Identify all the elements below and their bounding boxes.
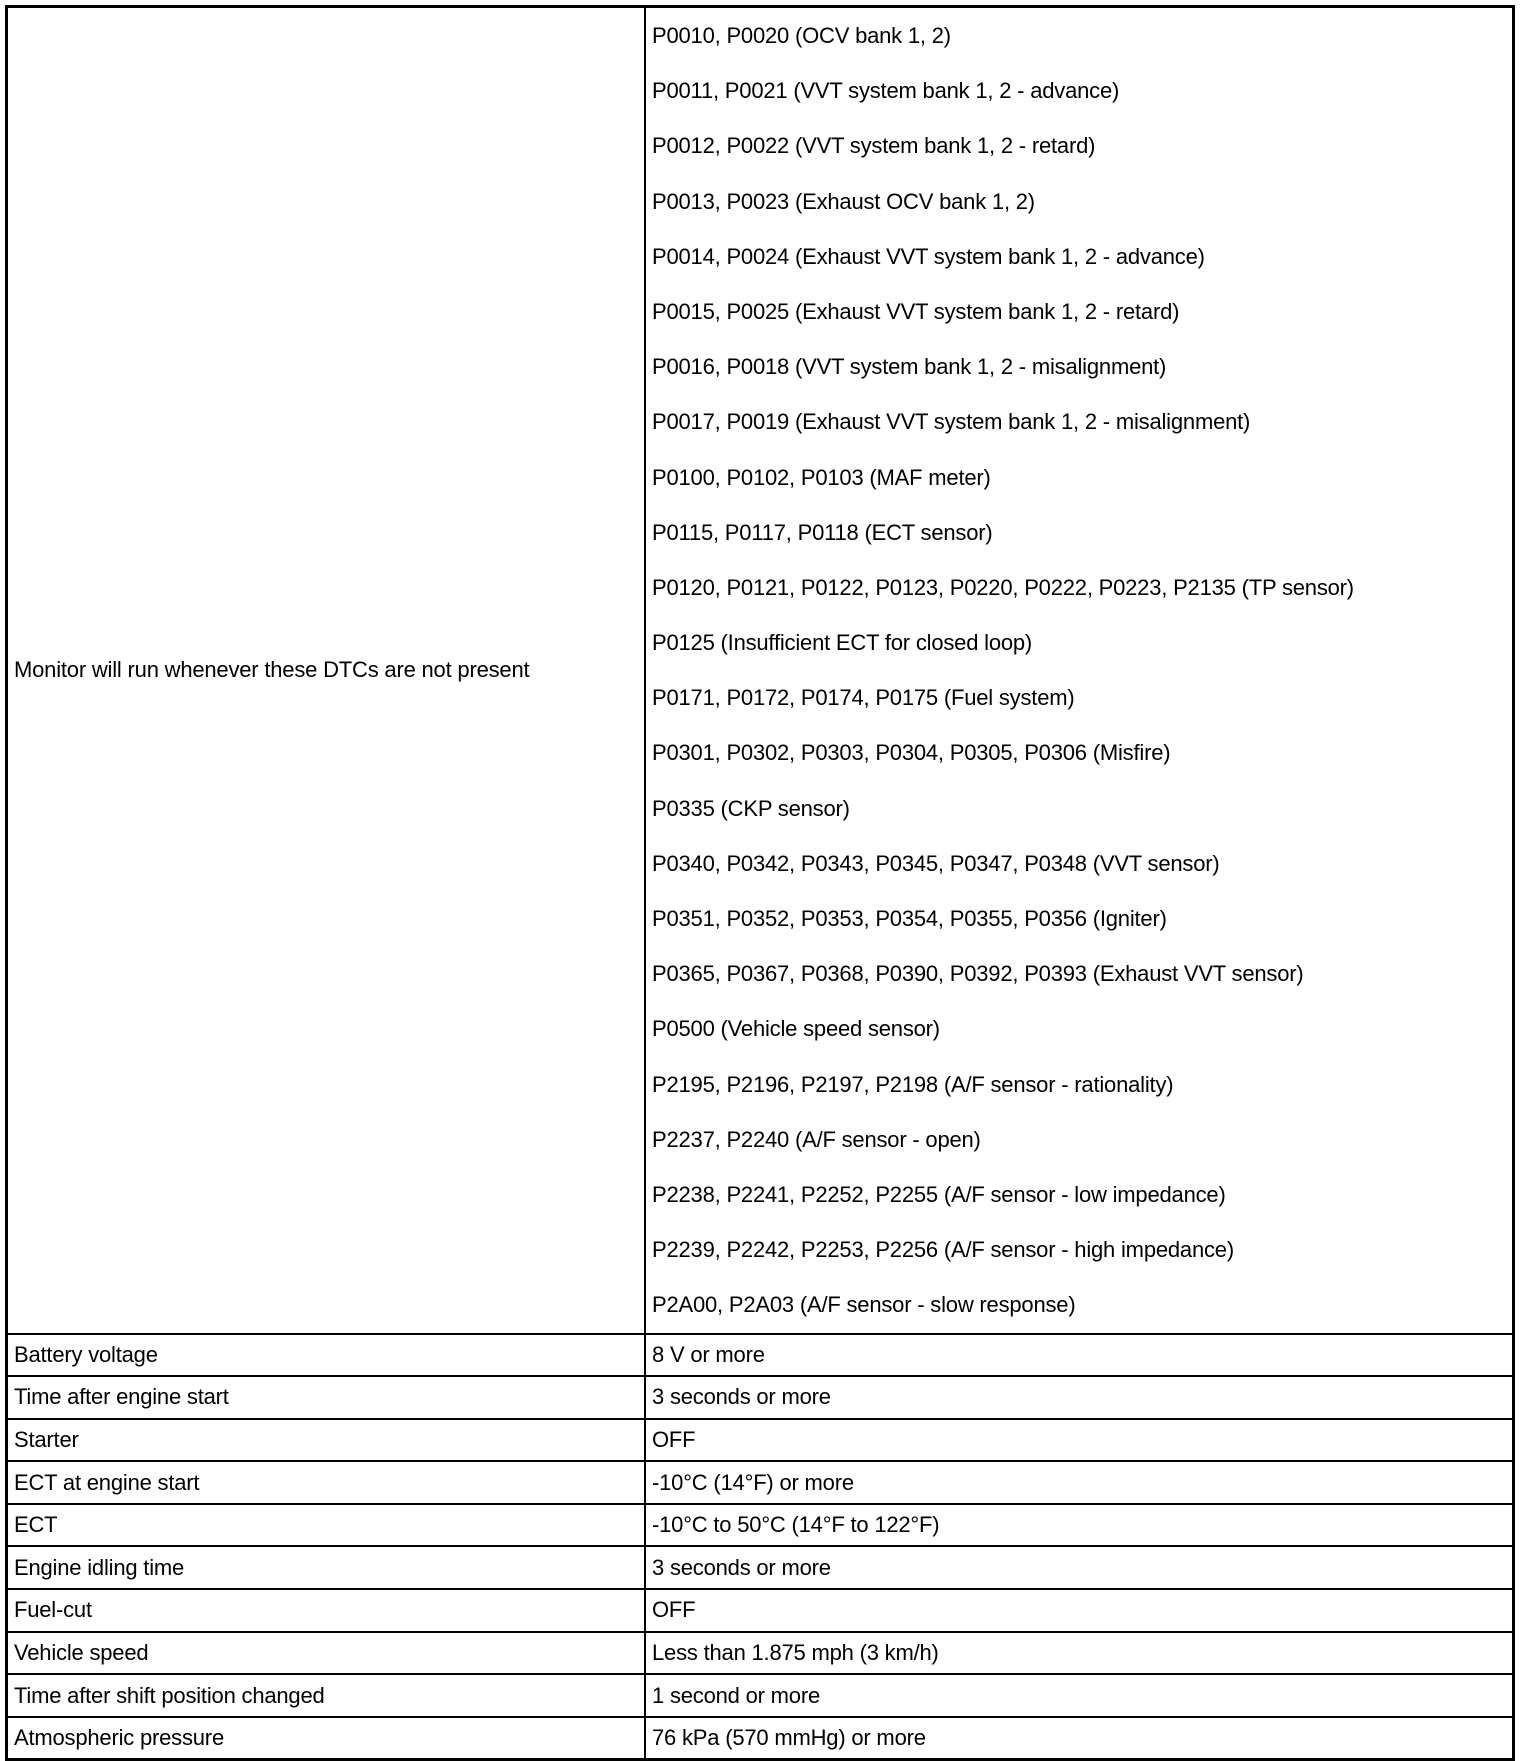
dtc-item: P0012, P0022 (VVT system bank 1, 2 - retard): [652, 133, 1096, 159]
dtc-item: P2195, P2196, P2197, P2198 (A/F sensor - rationality): [652, 1071, 1174, 1097]
dtc-item: P2237, P2240 (A/F sensor - open): [652, 1126, 981, 1152]
dtc-list: [645, 7, 1514, 1334]
condition-label: Time after engine start: [7, 1376, 646, 1419]
condition-value: 3 seconds or more: [645, 1376, 1514, 1419]
condition-row: [7, 1461, 1514, 1504]
condition-label: Atmospheric pressure: [7, 1717, 646, 1760]
condition-row: [7, 1632, 1514, 1675]
condition-value: 1 second or more: [645, 1674, 1514, 1717]
dtc-item: P0014, P0024 (Exhaust VVT system bank 1, 2 - advance): [652, 243, 1205, 269]
condition-row: [7, 1589, 1514, 1632]
condition-value: Less than 1.875 mph (3 km/h): [645, 1632, 1514, 1675]
condition-label: ECT: [7, 1504, 646, 1547]
condition-label: ECT at engine start: [7, 1461, 646, 1504]
dtc-item: P0351, P0352, P0353, P0354, P0355, P0356 (Igniter): [652, 906, 1167, 931]
dtc-item: P2A00, P2A03 (A/F sensor - slow response): [652, 1292, 1076, 1318]
dtc-item: P0011, P0021 (VVT system bank 1, 2 - advance): [652, 78, 1120, 104]
dtc-item: P2238, P2241, P2252, P2255 (A/F sensor - low impedance): [652, 1181, 1226, 1207]
condition-value: OFF: [645, 1589, 1514, 1632]
condition-label: Starter: [7, 1419, 646, 1462]
dtc-item: P0125 (Insufficient ECT for closed loop): [652, 630, 1033, 656]
condition-row: [7, 1334, 1514, 1377]
condition-label: Engine idling time: [7, 1546, 646, 1589]
condition-value: OFF: [645, 1419, 1514, 1462]
dtc-row-label: Monitor will run whenever these DTCs are not present: [7, 7, 646, 1334]
dtc-item: P0120, P0121, P0122, P0123, P0220, P0222, P0223, P2135 (TP sensor): [652, 574, 1354, 600]
condition-row: [7, 1504, 1514, 1547]
dtc-item: P0365, P0367, P0368, P0390, P0392, P0393 (Exhaust VVT sensor): [652, 961, 1304, 987]
condition-value: 3 seconds or more: [645, 1546, 1514, 1589]
dtc-row: [7, 7, 1514, 1334]
dtc-item: P0015, P0025 (Exhaust VVT system bank 1, 2 - retard): [652, 298, 1180, 324]
dtc-item: P0340, P0342, P0343, P0345, P0347, P0348 (VVT sensor): [652, 850, 1220, 876]
dtc-item: P0301, P0302, P0303, P0304, P0305, P0306 (Misfire): [652, 740, 1171, 766]
dtc-item: P0335 (CKP sensor): [652, 795, 850, 821]
dtc-item: P0115, P0117, P0118 (ECT sensor): [652, 519, 993, 545]
condition-label: Battery voltage: [7, 1334, 646, 1377]
condition-label: Fuel-cut: [7, 1589, 646, 1632]
condition-value: -10°C to 50°C (14°F to 122°F): [645, 1504, 1514, 1547]
condition-value: -10°C (14°F) or more: [645, 1461, 1514, 1504]
condition-row: [7, 1376, 1514, 1419]
condition-value: 76 kPa (570 mmHg) or more: [645, 1717, 1514, 1760]
dtc-item: P0017, P0019 (Exhaust VVT system bank 1, 2 - misalignment): [652, 409, 1251, 435]
dtc-item: P0013, P0023 (Exhaust OCV bank 1, 2): [652, 188, 1035, 214]
condition-label: Vehicle speed: [7, 1632, 646, 1675]
dtc-item: P0010, P0020 (OCV bank 1, 2): [652, 23, 951, 48]
dtc-item: P0171, P0172, P0174, P0175 (Fuel system): [652, 685, 1075, 711]
dtc-item: P0500 (Vehicle speed sensor): [652, 1016, 940, 1042]
dtc-item: P0100, P0102, P0103 (MAF meter): [652, 464, 991, 490]
condition-label: Time after shift position changed: [7, 1674, 646, 1717]
dtc-item: P2239, P2242, P2253, P2256 (A/F sensor - high impedance): [652, 1237, 1234, 1263]
condition-value: 8 V or more: [645, 1334, 1514, 1377]
dtc-item: P0016, P0018 (VVT system bank 1, 2 - misalignment): [652, 354, 1167, 380]
monitor-conditions-table: [5, 5, 1515, 1761]
condition-row: [7, 1717, 1514, 1760]
condition-row: [7, 1546, 1514, 1589]
condition-row: [7, 1419, 1514, 1462]
condition-row: [7, 1674, 1514, 1717]
